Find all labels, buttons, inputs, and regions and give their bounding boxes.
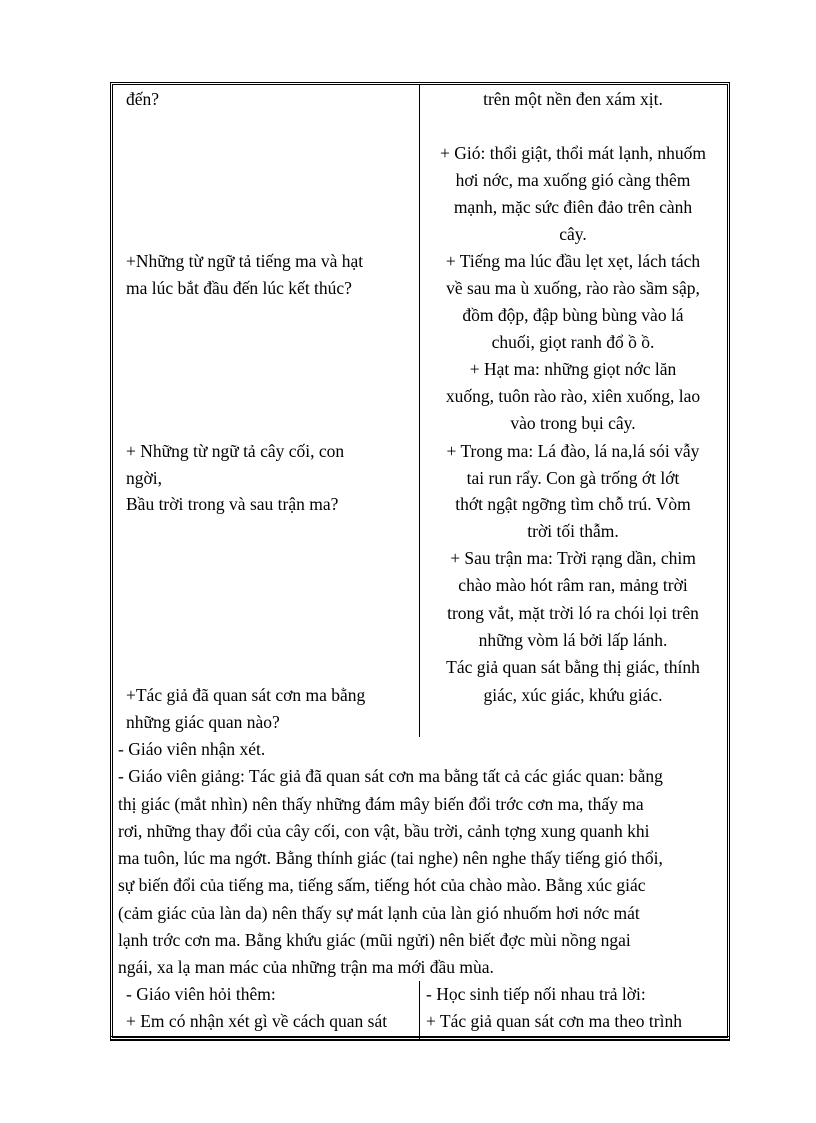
right-line-14: thớt ngật ngỡng tìm chỗ trú. Vòm bbox=[455, 494, 691, 514]
right-line-7: đồm độp, đập bùng bùng vào lá bbox=[462, 305, 684, 325]
left-line-5: Bầu trời trong và sau trận ma? bbox=[126, 494, 339, 514]
left-line-3: + Những từ ngữ tả cây cối, con bbox=[126, 441, 345, 461]
bottom-right-line-0: - Học sinh tiếp nối nhau trả lời: bbox=[426, 984, 646, 1004]
right-line-8: chuối, giọt ranh đổ ồ ồ. bbox=[491, 332, 655, 352]
right-line-13: tai run rẩy. Con gà trống ớt lớt bbox=[466, 468, 680, 488]
right-line-15: trời tối thẫm. bbox=[527, 521, 619, 541]
right-line-9: + Hạt ma: những giọt nớc lăn bbox=[469, 359, 677, 379]
full-line-5: sự biến đổi của tiếng ma, tiếng sấm, tiếng hót của chào mào. Bằng xúc giác bbox=[118, 875, 646, 895]
right-line-3: mạnh, mặc sức điên đảo trên cành bbox=[453, 197, 693, 217]
left-line-6: +Tác giả đã quan sát cơn ma bằng bbox=[126, 685, 366, 705]
right-line-17: chào mào hót râm ran, mảng trời bbox=[458, 575, 688, 595]
right-line-21: giác, xúc giác, khứu giác. bbox=[483, 685, 663, 705]
bottom-right-line-1: + Tác giả quan sát cơn ma theo trình bbox=[426, 1011, 682, 1031]
right-line-10: xuống, tuôn rào rào, xiên xuống, lao bbox=[445, 386, 701, 406]
right-line-0: trên một nền đen xám xịt. bbox=[483, 89, 663, 109]
bottom-left-line-1: + Em có nhận xét gì về cách quan sát bbox=[126, 1011, 388, 1031]
right-line-19: những vòm lá bởi lấp lánh. bbox=[478, 630, 668, 650]
left-line-1: +Những từ ngữ tả tiếng ma và hạt bbox=[126, 251, 364, 271]
right-line-20: Tác giả quan sát bằng thị giác, thính bbox=[446, 657, 700, 677]
right-line-18: trong vắt, mặt trời ló ra chói lọi trên bbox=[447, 603, 699, 623]
right-line-12: + Trong ma: Lá đào, lá na,lá sói vẫy bbox=[446, 441, 700, 461]
left-line-0: đến? bbox=[126, 89, 160, 109]
full-line-8: ngái, xa lạ man mác của những trận ma mới đầu mùa. bbox=[118, 957, 494, 977]
column-divider-bottom bbox=[419, 981, 420, 1039]
right-line-4: cây. bbox=[559, 224, 587, 244]
full-line-3: rơi, những thay đổi của cây cối, con vật, bầu trời, cảnh tợng xung quanh khi bbox=[118, 821, 650, 841]
left-line-4: ngời, bbox=[126, 468, 162, 488]
full-line-4: ma tuôn, lúc ma ngớt. Bằng thính giác (tai nghe) nên nghe thấy tiếng gió thổi, bbox=[118, 848, 663, 868]
full-line-6: (cảm giác của làn da) nên thấy sự mát lạnh của làn gió nhuốm hơi nớc mát bbox=[118, 903, 640, 923]
left-line-2: ma lúc bắt đầu đến lúc kết thúc? bbox=[126, 278, 352, 298]
full-line-2: thị giác (mắt nhìn) nên thấy những đám mây biến đổi trớc cơn ma, thấy ma bbox=[118, 794, 644, 814]
left-line-7: những giác quan nào? bbox=[126, 712, 280, 732]
column-divider-top bbox=[419, 85, 420, 737]
right-line-2: hơi nớc, ma xuống gió càng thêm bbox=[455, 170, 691, 190]
right-line-5: + Tiếng ma lúc đầu lẹt xẹt, lách tách bbox=[445, 251, 701, 271]
right-line-16: + Sau trận ma: Trời rạng dần, chim bbox=[450, 548, 696, 568]
right-line-1: + Gió: thổi giật, thổi mát lạnh, nhuốm bbox=[439, 143, 707, 163]
page-border-bottom bbox=[110, 1036, 730, 1041]
full-line-7: lạnh trớc cơn ma. Bằng khứu giác (mũi ngửi) nên biết đợc mùi nồng ngai bbox=[118, 930, 631, 950]
right-line-11: vào trong bụi cây. bbox=[510, 413, 636, 433]
full-line-1: - Giáo viên giảng: Tác giả đã quan sát cơn ma bằng tất cả các giác quan: bằng bbox=[118, 766, 663, 786]
bottom-left-line-0: - Giáo viên hỏi thêm: bbox=[126, 984, 276, 1004]
full-line-0: - Giáo viên nhận xét. bbox=[118, 739, 266, 759]
right-line-6: về sau ma ù xuống, rào rào sầm sập, bbox=[446, 278, 700, 298]
